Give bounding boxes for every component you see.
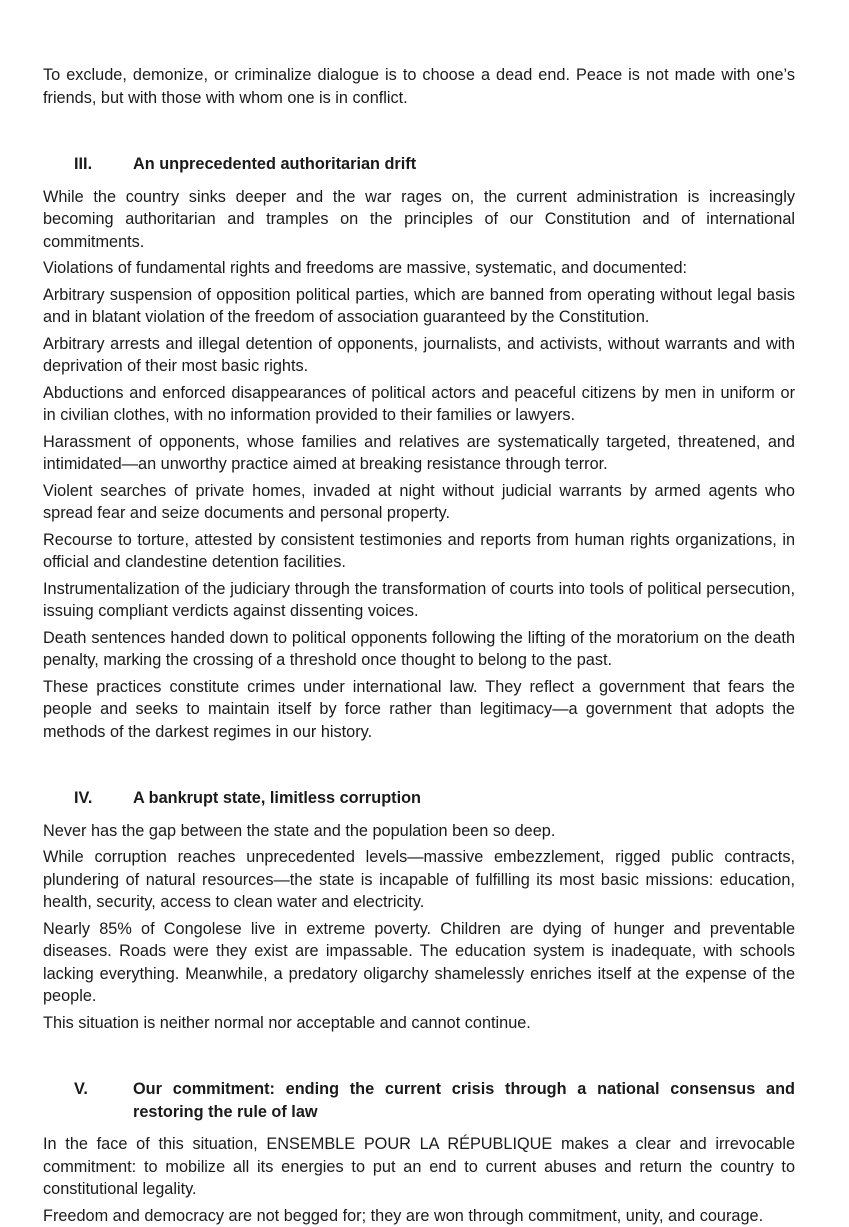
section-heading-v [43,1078,795,1123]
paragraph: Abductions and enforced disappearances of political actors and peaceful citizens by men in uniform or in civilian clothes, with no information provided to their families or lawyers. [43,382,795,427]
paragraph: Arbitrary arrests and illegal detention of opponents, journalists, and activists, without warrants and with deprivation of their most basic rights. [43,333,795,378]
section-heading-iv [43,787,795,810]
section-heading-iii [43,153,795,176]
paragraph: Violent searches of private homes, invaded at night without judicial warrants by armed agents who spread fear and seize documents and personal property. [43,480,795,525]
paragraph: In the face of this situation, ENSEMBLE POUR LA RÉPUBLIQUE makes a clear and irrevocable commitment: to mobilize all its energies to put an end to current abuses and return the country to constitutional legality. [43,1133,795,1201]
paragraph: Nearly 85% of Congolese live in extreme poverty. Children are dying of hunger and preventable diseases. Roads were they exist are impassable. The education system is inadequate, with schools lacking everything. Meanwhile, a predatory oligarchy shamelessly enriches itself at the expense of the people. [43,918,795,1008]
section-title: Our commitment: ending the current crisis through a national consensus and restoring the rule of law [133,1078,795,1123]
paragraph: Never has the gap between the state and the population been so deep. [43,820,795,843]
paragraph: Death sentences handed down to political opponents following the lifting of the moratorium on the death penalty, marking the crossing of a threshold once thought to belong to the past. [43,627,795,672]
section-title: An unprecedented authoritarian drift [133,153,795,176]
paragraph: Arbitrary suspension of opposition political parties, which are banned from operating without legal basis and in blatant violation of the freedom of association guaranteed by the Constitution. [43,284,795,329]
paragraph: Freedom and democracy are not begged for; they are won through commitment, unity, and courage. [43,1205,795,1227]
paragraph: Instrumentalization of the judiciary through the transformation of courts into tools of political persecution, issuing compliant verdicts against dissenting voices. [43,578,795,623]
paragraph: These practices constitute crimes under international law. They reflect a government that fears the people and seeks to maintain itself by force rather than legitimacy—a government that adopts the methods of the darkest regimes in our history. [43,676,795,744]
paragraph: Recourse to torture, attested by consistent testimonies and reports from human rights organizations, in official and clandestine detention facilities. [43,529,795,574]
paragraph: This situation is neither normal nor acceptable and cannot continue. [43,1012,795,1035]
paragraph: Harassment of opponents, whose families and relatives are systematically targeted, threatened, and intimidated—an unworthy practice aimed at breaking resistance through terror. [43,431,795,476]
paragraph: While the country sinks deeper and the war rages on, the current administration is increasingly becoming authoritarian and tramples on the principles of our Constitution and of international commitments. [43,186,795,254]
section-number: V. [43,1078,133,1123]
section-title: A bankrupt state, limitless corruption [133,787,795,810]
intro-paragraph: To exclude, demonize, or criminalize dialogue is to choose a dead end. Peace is not made with one’s friends, but with those with whom one is in conflict. [43,64,795,109]
paragraph: While corruption reaches unprecedented levels—massive embezzlement, rigged public contracts, plundering of natural resources—the state is incapable of fulfilling its most basic missions: education, health, security, access to clean water and electricity. [43,846,795,914]
section-number: III. [43,153,133,176]
paragraph: Violations of fundamental rights and freedoms are massive, systematic, and documented: [43,257,795,280]
section-number: IV. [43,787,133,810]
